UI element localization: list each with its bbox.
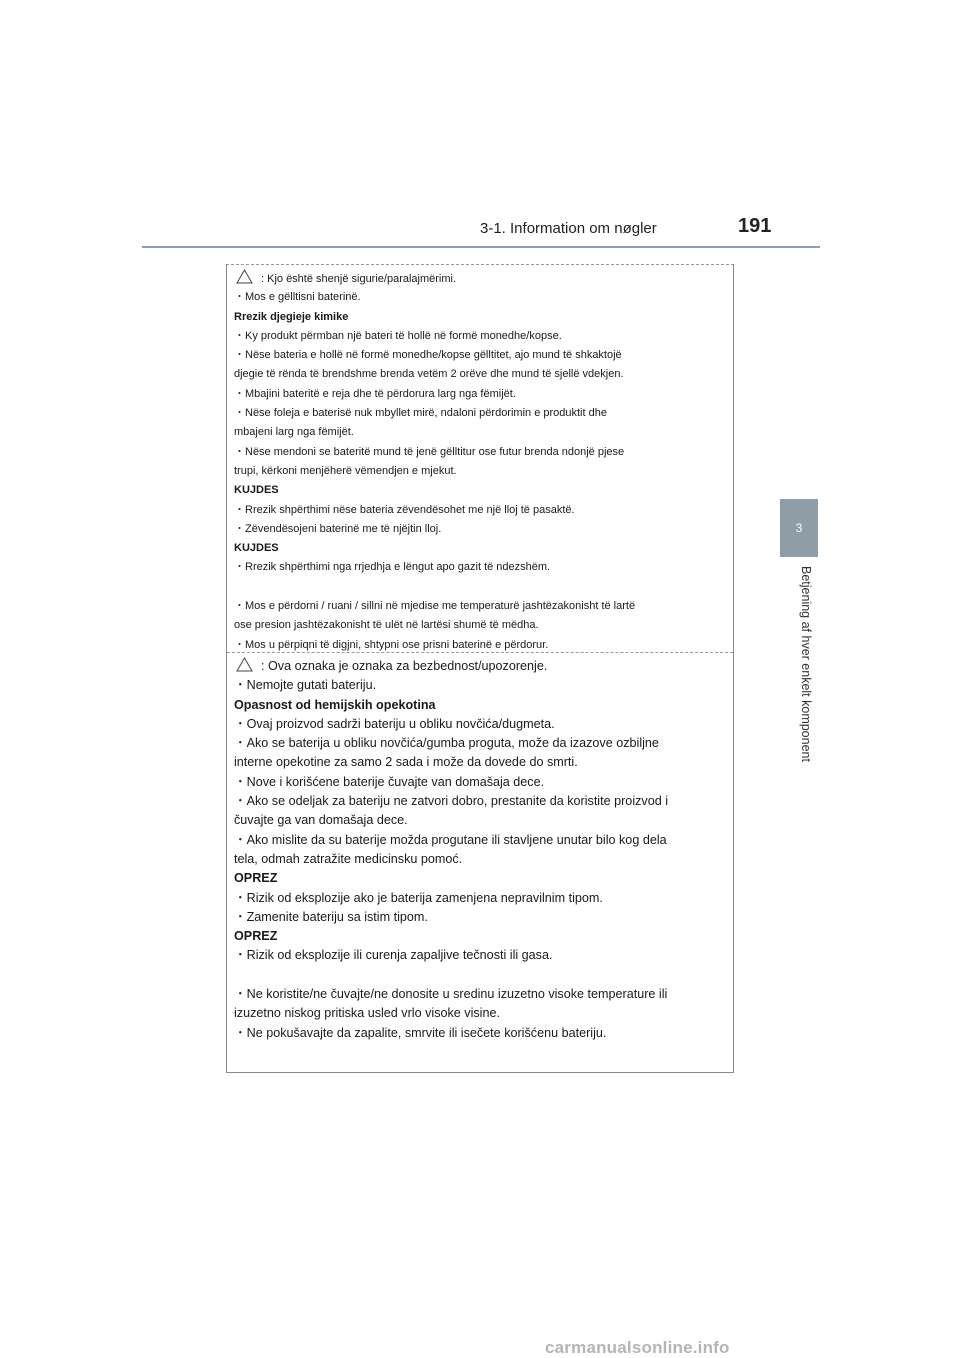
warning-line: ・Rizik od eksplozije ili curenja zapaljive tečnosti ili gasa. xyxy=(234,948,553,963)
warning-lines xyxy=(234,288,727,655)
chapter-number: 3 xyxy=(795,521,803,535)
warning-line: ・Nëse foleja e baterisë nuk mbyllet mirë, ndaloni përdorimin e produktit dhe xyxy=(234,407,607,420)
warning-line: KUJDES xyxy=(234,542,279,555)
warning-line: ・Zamenite bateriju sa istim tipom. xyxy=(234,909,428,924)
warning-line: ・Mos e përdorni / ruani / sillni në mjedise me temperaturë jashtëzakonisht të lartë xyxy=(234,600,636,613)
warning-line xyxy=(234,578,727,597)
warning-line: ・Nëse bateria e hollë në formë monedhe/kopse gëlltitet, ajo mund të shkaktojë xyxy=(234,349,622,362)
warning-line: tela, odmah zatražite medicinsku pomoć. xyxy=(234,851,463,866)
warning-intro-row xyxy=(234,269,727,288)
warning-line: ・Nove i korišćene baterije čuvajte van domašaja dece. xyxy=(234,774,545,789)
warning-line: ・Ako mislite da su baterije možda progutane ili stavljene unutar bilo kog dela xyxy=(234,832,667,847)
language-divider xyxy=(227,652,733,653)
warning-line: čuvajte ga van domašaja dece. xyxy=(234,813,408,828)
warning-line: ose presion jashtëzakonisht të ulët në lartësi shumë të mëdha. xyxy=(234,619,539,632)
warning-line: izuzetno niskog pritiska usled vrlo visoke visine. xyxy=(234,1006,500,1021)
warning-line: ・Rizik od eksplozije ako je baterija zamenjena nepravilnim tipom. xyxy=(234,890,603,905)
warning-line: ・Ne koristite/ne čuvajte/ne donosite u sredinu izuzetno visoke temperature ili xyxy=(234,987,668,1002)
warning-line: OPREZ xyxy=(234,929,278,944)
warning-line: ・Ky produkt përmban një bateri të hollë në formë monedhe/kopse. xyxy=(234,329,562,342)
warning-intro-text: : Kjo është shenjë sigurie/paralajmërimi. xyxy=(261,273,457,285)
header-divider xyxy=(142,246,820,248)
warning-line: ・Mos e gëlltisni baterinë. xyxy=(234,291,361,304)
warning-line: ・Nemojte gutati bateriju. xyxy=(234,678,377,693)
page-number: 191 xyxy=(738,215,772,237)
warning-line xyxy=(234,966,727,985)
warning-lines xyxy=(234,676,727,1043)
warning-block-albanian xyxy=(234,269,727,655)
warning-line: trupi, kërkoni menjëherë vëmendjen e mjekut. xyxy=(234,464,457,477)
section-title: 3-1. Information om nøgler xyxy=(480,220,657,237)
warning-box xyxy=(226,264,734,1073)
warning-line: interne opekotine za samo 2 sada i može da dovede do smrti. xyxy=(234,755,578,770)
warning-line: ・Ovaj proizvod sadrži bateriju u obliku novčića/dugmeta. xyxy=(234,716,555,731)
warning-line: ・Rrezik shpërthimi nëse bateria zëvendësohet me një lloj të pasaktë. xyxy=(234,503,575,516)
chapter-tab xyxy=(780,499,818,557)
warning-line: Rrezik djegieje kimike xyxy=(234,310,349,323)
warning-triangle-icon xyxy=(236,269,253,284)
warning-line: djegie të rënda të brendshme brenda vetëm 2 orëve dhe mund të sjellë vdekjen. xyxy=(234,368,624,381)
warning-line: ・Ako se baterija u obliku novčića/gumba proguta, može da izazove ozbiljne xyxy=(234,736,659,751)
warning-line: KUJDES xyxy=(234,484,279,497)
warning-block-serbian xyxy=(234,657,727,1043)
warning-intro-text: : Ova oznaka je oznaka za bezbednost/upozorenje. xyxy=(261,659,548,673)
warning-line: ・Ako se odeljak za bateriju ne zatvori dobro, prestanite da koristite proizvod i xyxy=(234,794,669,809)
warning-line: mbajeni larg nga fëmijët. xyxy=(234,426,354,439)
warning-intro-row xyxy=(234,657,727,676)
warning-line: ・Zëvendësojeni baterinë me të njëjtin lloj. xyxy=(234,522,442,535)
watermark: carmanualsonline.info xyxy=(545,1338,730,1357)
warning-line: ・Mbajini bateritë e reja dhe të përdorura larg nga fëmijët. xyxy=(234,387,516,400)
warning-line: Opasnost od hemijskih opekotina xyxy=(234,697,436,712)
warning-line: ・Ne pokušavajte da zapalite, smrvite ili isečete korišćenu bateriju. xyxy=(234,1025,607,1040)
warning-line: ・Rrezik shpërthimi nga rrjedhja e lëngut apo gazit të ndezshëm. xyxy=(234,561,551,574)
chapter-label: Betjening af hver enkelt komponent xyxy=(799,566,813,762)
warning-line: ・Nëse mendoni se bateritë mund të jenë gëlltitur ose futur brenda ndonjë pjese xyxy=(234,445,625,458)
warning-line: ・Mos u përpiqni të digjni, shtypni ose prisni baterinë e përdorur. xyxy=(234,638,549,651)
warning-triangle-icon xyxy=(236,657,253,672)
warning-line: OPREZ xyxy=(234,871,278,886)
